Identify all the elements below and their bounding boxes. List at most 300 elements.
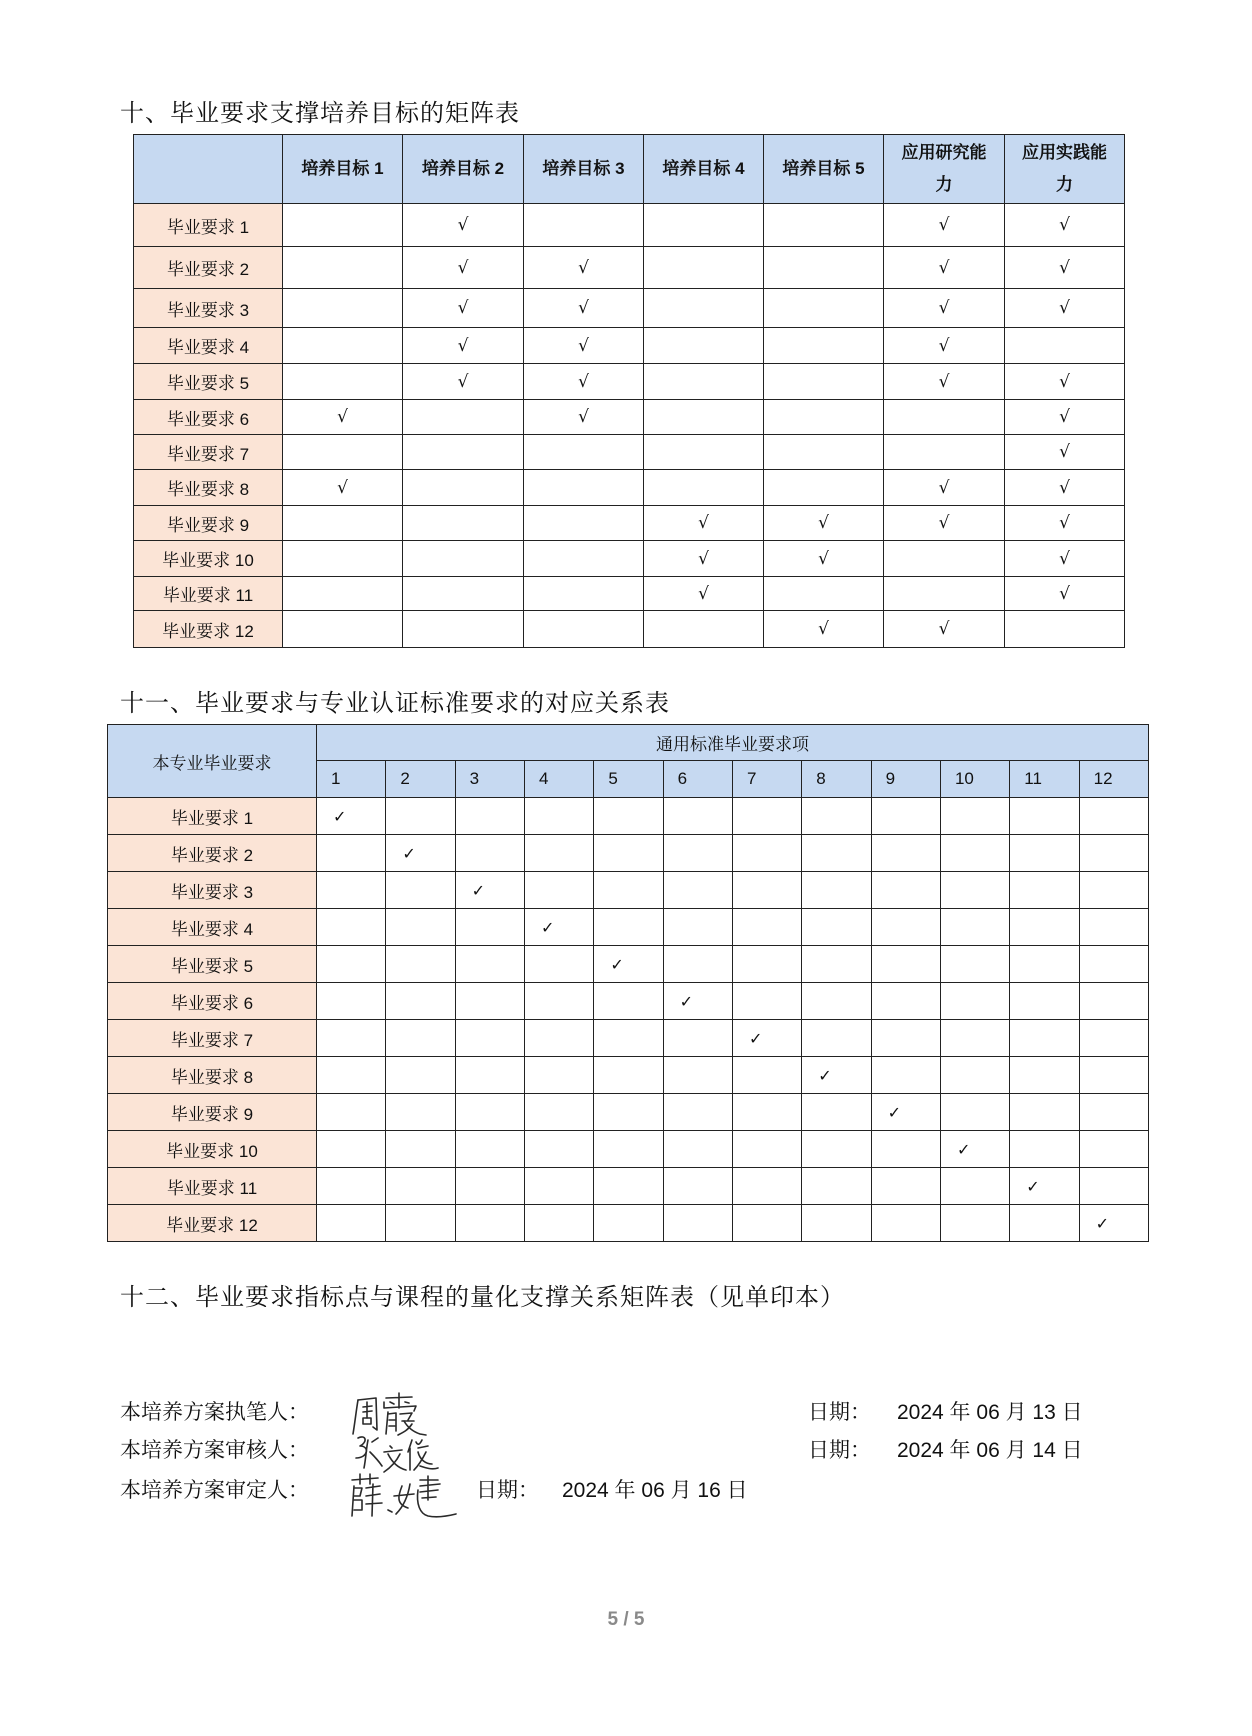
matrix-cell: [940, 946, 1009, 983]
matrix-cell: [317, 835, 386, 872]
table-row: [108, 1131, 1149, 1168]
certification-correspondence-table: [107, 724, 1149, 1242]
matrix-cell: [871, 1168, 940, 1205]
approver-signature: [348, 1470, 460, 1524]
row-label: 毕业要求 6: [134, 400, 283, 435]
table-row: [134, 204, 1125, 247]
matrix-cell: [524, 1205, 593, 1242]
column-number-header: 11: [1010, 761, 1079, 798]
matrix-cell: [764, 400, 884, 435]
reviewer-date-label: 日期：: [808, 1439, 871, 1462]
column-header: 应用实践能力: [1005, 135, 1125, 204]
matrix-cell: [940, 872, 1009, 909]
matrix-cell: [1079, 1168, 1148, 1205]
row-label: 毕业要求 12: [134, 611, 283, 648]
matrix-cell: [1079, 1057, 1148, 1094]
row-label: 毕业要求 3: [108, 872, 317, 909]
table-row: [108, 798, 1149, 835]
matrix-cell: √: [884, 506, 1005, 541]
matrix-cell: [455, 983, 524, 1020]
matrix-cell: [524, 611, 644, 648]
matrix-cell: [1010, 835, 1079, 872]
matrix-cell: [644, 204, 764, 247]
author-date-label: 日期：: [808, 1401, 871, 1424]
matrix-cell: [386, 1094, 455, 1131]
matrix-cell: [940, 798, 1009, 835]
matrix-cell: √: [884, 289, 1005, 328]
column-number-header: 3: [455, 761, 524, 798]
row-label: 毕业要求 1: [134, 204, 283, 247]
matrix-cell: [317, 872, 386, 909]
row-label: 毕业要求 2: [108, 835, 317, 872]
matrix-cell: [524, 1131, 593, 1168]
matrix-cell: [1005, 328, 1125, 364]
matrix-cell: [644, 470, 764, 506]
matrix-cell: [403, 577, 524, 611]
column-number-header: 8: [802, 761, 871, 798]
matrix-cell: [283, 247, 403, 289]
matrix-cell: [663, 1020, 732, 1057]
matrix-cell: [317, 1131, 386, 1168]
table-row: [108, 872, 1149, 909]
matrix-cell: [455, 1020, 524, 1057]
matrix-cell: [1010, 909, 1079, 946]
matrix-cell: √: [764, 611, 884, 648]
matrix-cell: [524, 872, 593, 909]
matrix-cell: ✓: [663, 983, 732, 1020]
matrix-cell: [732, 983, 801, 1020]
table-row: [134, 541, 1125, 577]
table-row: [134, 328, 1125, 364]
matrix-cell: ✓: [1010, 1168, 1079, 1205]
matrix-cell: [1079, 1131, 1148, 1168]
matrix-cell: [1010, 1205, 1079, 1242]
matrix-cell: [940, 1057, 1009, 1094]
matrix-cell: [732, 872, 801, 909]
matrix-cell: [871, 909, 940, 946]
table-row: [134, 506, 1125, 541]
row-label: 毕业要求 10: [134, 541, 283, 577]
row-label: 毕业要求 2: [134, 247, 283, 289]
matrix-cell: [524, 470, 644, 506]
matrix-cell: [871, 872, 940, 909]
matrix-cell: √: [524, 364, 644, 400]
matrix-cell: [732, 798, 801, 835]
matrix-cell: √: [884, 470, 1005, 506]
matrix-cell: √: [1005, 289, 1125, 328]
matrix-cell: [283, 577, 403, 611]
matrix-cell: √: [884, 364, 1005, 400]
matrix-cell: [283, 435, 403, 470]
matrix-cell: [644, 328, 764, 364]
matrix-cell: [884, 400, 1005, 435]
matrix-cell: [524, 1057, 593, 1094]
matrix-cell: [594, 909, 663, 946]
column-number-header: 4: [524, 761, 593, 798]
matrix-cell: [732, 1168, 801, 1205]
matrix-cell: [317, 1057, 386, 1094]
matrix-cell: [644, 289, 764, 328]
matrix-cell: [871, 946, 940, 983]
row-label: 毕业要求 9: [134, 506, 283, 541]
matrix-cell: [764, 577, 884, 611]
matrix-cell: [317, 983, 386, 1020]
matrix-cell: [940, 1205, 1009, 1242]
matrix-cell: [317, 1168, 386, 1205]
matrix-cell: [386, 1131, 455, 1168]
matrix-cell: [386, 946, 455, 983]
matrix-cell: [802, 909, 871, 946]
column-header: 培养目标 4: [644, 135, 764, 204]
author-date: 2024 年 06 月 13 日: [897, 1401, 1083, 1424]
matrix-cell: √: [524, 328, 644, 364]
matrix-cell: ✓: [802, 1057, 871, 1094]
table-row: [108, 1168, 1149, 1205]
table-row: [108, 1057, 1149, 1094]
matrix-cell: √: [403, 364, 524, 400]
matrix-cell: [524, 1168, 593, 1205]
matrix-cell: [1079, 1020, 1148, 1057]
page-number: 5 / 5: [607, 1609, 645, 1630]
matrix-cell: [403, 470, 524, 506]
matrix-cell: √: [644, 506, 764, 541]
table-row: [108, 1020, 1149, 1057]
column-number-header: 7: [732, 761, 801, 798]
table-row: [134, 289, 1125, 328]
matrix-cell: [1005, 611, 1125, 648]
matrix-cell: [283, 611, 403, 648]
table-row: [134, 247, 1125, 289]
matrix-cell: [644, 611, 764, 648]
matrix-cell: [663, 909, 732, 946]
matrix-cell: [524, 946, 593, 983]
row-label: 毕业要求 12: [108, 1205, 317, 1242]
matrix-cell: √: [644, 577, 764, 611]
matrix-cell: [283, 328, 403, 364]
matrix-cell: [1010, 798, 1079, 835]
matrix-cell: [732, 1131, 801, 1168]
matrix-cell: [594, 983, 663, 1020]
matrix-cell: [524, 204, 644, 247]
matrix-cell: [940, 909, 1009, 946]
section-11-title: 十一、毕业要求与专业认证标准要求的对应关系表: [120, 690, 670, 717]
matrix-cell: √: [403, 328, 524, 364]
matrix-cell: [594, 798, 663, 835]
matrix-cell: [455, 798, 524, 835]
matrix-cell: [594, 1168, 663, 1205]
matrix-cell: [283, 204, 403, 247]
matrix-cell: √: [403, 289, 524, 328]
matrix-cell: [455, 1168, 524, 1205]
matrix-cell: [940, 1020, 1009, 1057]
group-header: 通用标准毕业要求项: [317, 725, 1149, 761]
matrix-cell: [455, 909, 524, 946]
row-label: 毕业要求 8: [108, 1057, 317, 1094]
matrix-cell: [455, 835, 524, 872]
matrix-cell: [802, 835, 871, 872]
column-number-header: 1: [317, 761, 386, 798]
matrix-cell: [1079, 909, 1148, 946]
matrix-cell: √: [1005, 247, 1125, 289]
approver-date-label: 日期：: [476, 1479, 539, 1502]
matrix-cell: [1079, 946, 1148, 983]
matrix-cell: √: [403, 247, 524, 289]
matrix-cell: √: [1005, 577, 1125, 611]
matrix-cell: [802, 872, 871, 909]
row-label: 毕业要求 7: [108, 1020, 317, 1057]
matrix-cell: [732, 909, 801, 946]
matrix-cell: [524, 541, 644, 577]
row-label: 毕业要求 8: [134, 470, 283, 506]
matrix-cell: [764, 247, 884, 289]
matrix-cell: [317, 946, 386, 983]
matrix-cell: [283, 506, 403, 541]
matrix-cell: [283, 289, 403, 328]
matrix-cell: [1079, 798, 1148, 835]
matrix-cell: [455, 946, 524, 983]
matrix-cell: [386, 798, 455, 835]
matrix-cell: √: [764, 506, 884, 541]
column-number-header: 10: [940, 761, 1009, 798]
column-number-header: 9: [871, 761, 940, 798]
approver-date: 2024 年 06 月 16 日: [562, 1479, 748, 1502]
matrix-cell: [386, 872, 455, 909]
matrix-cell: [732, 835, 801, 872]
matrix-cell: [1079, 1094, 1148, 1131]
corner-header: 本专业毕业要求: [108, 725, 317, 798]
row-label: 毕业要求 4: [134, 328, 283, 364]
table-row: [108, 835, 1149, 872]
matrix-cell: √: [884, 204, 1005, 247]
matrix-cell: [663, 1094, 732, 1131]
table-row: [108, 946, 1149, 983]
matrix-cell: [884, 577, 1005, 611]
matrix-cell: ✓: [871, 1094, 940, 1131]
row-label: 毕业要求 1: [108, 798, 317, 835]
matrix-cell: [940, 983, 1009, 1020]
matrix-cell: [802, 946, 871, 983]
matrix-cell: ✓: [594, 946, 663, 983]
column-number-header: 12: [1079, 761, 1148, 798]
matrix-cell: [1079, 983, 1148, 1020]
matrix-cell: ✓: [940, 1131, 1009, 1168]
table-row: [134, 435, 1125, 470]
matrix-cell: [764, 435, 884, 470]
matrix-cell: [594, 872, 663, 909]
matrix-cell: √: [764, 541, 884, 577]
matrix-cell: ✓: [455, 872, 524, 909]
matrix-cell: [871, 1020, 940, 1057]
matrix-cell: [663, 946, 732, 983]
matrix-cell: √: [403, 204, 524, 247]
matrix-cell: √: [1005, 204, 1125, 247]
row-label: 毕业要求 9: [108, 1094, 317, 1131]
matrix-cell: [802, 1168, 871, 1205]
row-label: 毕业要求 4: [108, 909, 317, 946]
matrix-cell: [524, 983, 593, 1020]
matrix-cell: [1079, 835, 1148, 872]
column-header: 培养目标 3: [524, 135, 644, 204]
matrix-cell: √: [1005, 400, 1125, 435]
matrix-cell: [386, 1057, 455, 1094]
matrix-cell: [663, 1057, 732, 1094]
matrix-cell: ✓: [386, 835, 455, 872]
matrix-cell: [732, 1094, 801, 1131]
row-label: 毕业要求 3: [134, 289, 283, 328]
matrix-cell: [940, 1168, 1009, 1205]
matrix-cell: [1010, 1131, 1079, 1168]
matrix-cell: [884, 435, 1005, 470]
row-label: 毕业要求 6: [108, 983, 317, 1020]
column-number-header: 5: [594, 761, 663, 798]
matrix-cell: [802, 1131, 871, 1168]
matrix-cell: √: [1005, 364, 1125, 400]
matrix-cell: [764, 328, 884, 364]
matrix-cell: [455, 1205, 524, 1242]
matrix-cell: [1010, 1094, 1079, 1131]
matrix-cell: [524, 1094, 593, 1131]
matrix-cell: [594, 1057, 663, 1094]
table-row: [134, 364, 1125, 400]
row-label: 毕业要求 10: [108, 1131, 317, 1168]
matrix-cell: [317, 909, 386, 946]
matrix-cell: [884, 541, 1005, 577]
reviewer-date: 2024 年 06 月 14 日: [897, 1439, 1083, 1462]
matrix-cell: ✓: [732, 1020, 801, 1057]
matrix-cell: [386, 983, 455, 1020]
matrix-cell: [594, 1205, 663, 1242]
matrix-cell: [663, 872, 732, 909]
matrix-cell: [871, 1057, 940, 1094]
matrix-cell: [1010, 946, 1079, 983]
table-row: [134, 577, 1125, 611]
column-header: 培养目标 5: [764, 135, 884, 204]
matrix-cell: [802, 798, 871, 835]
matrix-cell: [594, 1131, 663, 1168]
matrix-cell: [283, 541, 403, 577]
table-row: [134, 400, 1125, 435]
matrix-cell: [732, 1205, 801, 1242]
matrix-cell: [732, 946, 801, 983]
matrix-cell: [403, 611, 524, 648]
matrix-cell: [802, 1020, 871, 1057]
matrix-cell: [644, 247, 764, 289]
column-header: 应用研究能力: [884, 135, 1005, 204]
matrix-cell: ✓: [1079, 1205, 1148, 1242]
matrix-cell: √: [884, 247, 1005, 289]
matrix-cell: [871, 1131, 940, 1168]
column-number-header: 2: [386, 761, 455, 798]
row-label: 毕业要求 11: [108, 1168, 317, 1205]
matrix-cell: [386, 1168, 455, 1205]
row-label: 毕业要求 7: [134, 435, 283, 470]
matrix-cell: [1079, 872, 1148, 909]
matrix-cell: [1010, 983, 1079, 1020]
matrix-cell: [663, 1131, 732, 1168]
table-row: [134, 611, 1125, 648]
matrix-cell: [386, 1020, 455, 1057]
matrix-cell: [940, 835, 1009, 872]
matrix-cell: [283, 364, 403, 400]
matrix-cell: [663, 1168, 732, 1205]
matrix-cell: ✓: [524, 909, 593, 946]
matrix-cell: [644, 400, 764, 435]
matrix-cell: [386, 909, 455, 946]
matrix-cell: √: [524, 400, 644, 435]
corner-header: [134, 135, 283, 204]
matrix-cell: [594, 1020, 663, 1057]
table-row: [108, 983, 1149, 1020]
matrix-cell: [764, 204, 884, 247]
column-header: 培养目标 1: [283, 135, 403, 204]
matrix-cell: [524, 835, 593, 872]
matrix-cell: √: [524, 247, 644, 289]
matrix-cell: [871, 983, 940, 1020]
author-role: 本培养方案执笔人：: [120, 1401, 309, 1424]
row-label: 毕业要求 11: [134, 577, 283, 611]
matrix-cell: ✓: [317, 798, 386, 835]
matrix-cell: [317, 1020, 386, 1057]
matrix-cell: √: [1005, 541, 1125, 577]
matrix-cell: [871, 1205, 940, 1242]
matrix-cell: √: [1005, 470, 1125, 506]
matrix-cell: √: [283, 400, 403, 435]
matrix-cell: [802, 983, 871, 1020]
matrix-cell: [524, 435, 644, 470]
matrix-cell: [524, 506, 644, 541]
matrix-cell: [403, 400, 524, 435]
table-row: [108, 1094, 1149, 1131]
matrix-cell: √: [524, 289, 644, 328]
matrix-cell: [403, 541, 524, 577]
section-12-title: 十二、毕业要求指标点与课程的量化支撑关系矩阵表（见单印本）: [120, 1284, 845, 1311]
column-header: 培养目标 2: [403, 135, 524, 204]
matrix-cell: [802, 1205, 871, 1242]
matrix-cell: [524, 577, 644, 611]
matrix-cell: √: [884, 611, 1005, 648]
matrix-cell: [403, 506, 524, 541]
matrix-cell: [871, 835, 940, 872]
matrix-cell: [644, 364, 764, 400]
matrix-cell: [455, 1057, 524, 1094]
matrix-cell: [386, 1205, 455, 1242]
matrix-cell: [644, 435, 764, 470]
table-header-row: [134, 135, 1125, 204]
table-row: [108, 909, 1149, 946]
matrix-cell: [455, 1094, 524, 1131]
matrix-cell: [317, 1094, 386, 1131]
matrix-cell: [663, 835, 732, 872]
row-label: 毕业要求 5: [134, 364, 283, 400]
matrix-cell: [663, 1205, 732, 1242]
approver-role: 本培养方案审定人：: [120, 1479, 309, 1502]
table-header-row: [108, 725, 1149, 761]
matrix-cell: √: [1005, 435, 1125, 470]
matrix-cell: √: [884, 328, 1005, 364]
table-row: [108, 1205, 1149, 1242]
matrix-cell: [802, 1094, 871, 1131]
matrix-cell: [594, 1094, 663, 1131]
section-10-title: 十、毕业要求支撑培养目标的矩阵表: [120, 100, 520, 127]
matrix-cell: [403, 435, 524, 470]
matrix-cell: [732, 1057, 801, 1094]
matrix-cell: [940, 1094, 1009, 1131]
column-number-header: 6: [663, 761, 732, 798]
matrix-cell: √: [283, 470, 403, 506]
matrix-cell: [764, 470, 884, 506]
row-label: 毕业要求 5: [108, 946, 317, 983]
matrix-cell: [1010, 1020, 1079, 1057]
